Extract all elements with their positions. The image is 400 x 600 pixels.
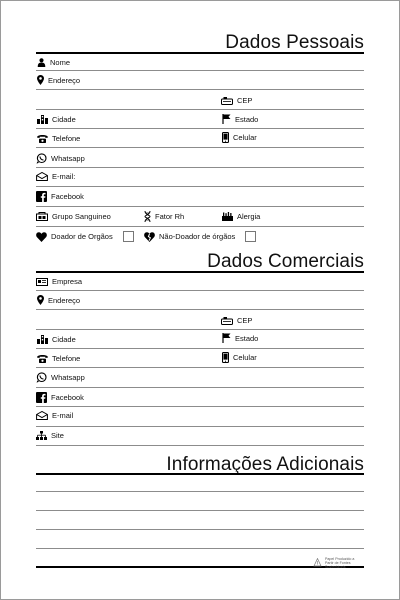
city-line <box>36 128 364 129</box>
flag-icon <box>222 333 231 343</box>
eco-paper-icon <box>313 558 322 568</box>
envelope-icon <box>36 411 48 420</box>
commercial-address-field[interactable] <box>37 295 80 305</box>
phone-label: Telefone <box>52 134 81 143</box>
sustainable-paper-note <box>313 557 363 569</box>
commercial-city-line <box>36 348 364 349</box>
facebook-label: Facebook <box>51 192 84 201</box>
personal-section-title: Dados Pessoais <box>225 32 364 53</box>
commercial-state-label: Estado <box>235 333 259 343</box>
blood-line <box>36 226 364 227</box>
broken-heart-icon <box>144 232 155 242</box>
commercial-address-label: Endereço <box>48 295 81 305</box>
personal-title-rule <box>36 52 364 54</box>
commercial-email-label: E-mail <box>52 411 74 420</box>
whatsapp-field[interactable] <box>36 153 85 164</box>
commercial-cep-field[interactable] <box>221 316 252 325</box>
city-icon <box>37 335 48 344</box>
non-donor-label: Não-Doador de órgãos <box>159 232 236 241</box>
commercial-email-field[interactable] <box>36 411 73 420</box>
organ-donor-checkbox[interactable] <box>123 231 134 242</box>
sustainable-paper-text: Papel Produzido a Partir de Fontes Sustentáveis <box>325 556 355 569</box>
city-field[interactable] <box>37 115 76 124</box>
email-line <box>36 186 364 187</box>
email-field[interactable] <box>36 172 75 181</box>
phone-icon <box>37 355 48 363</box>
additional-section-title: Informações Adicionais <box>166 454 364 475</box>
commercial-address-line <box>36 309 364 310</box>
facebook-icon <box>36 392 47 403</box>
commercial-facebook-label: Facebook <box>51 393 84 402</box>
state-field[interactable] <box>222 114 258 124</box>
facebook-icon <box>36 191 47 202</box>
organ-donor-label: Doador de Orgãos <box>51 232 113 241</box>
commercial-title-rule <box>36 271 364 273</box>
commercial-city-field[interactable] <box>37 335 76 344</box>
commercial-facebook-line <box>36 406 364 407</box>
commercial-state-field[interactable] <box>222 333 258 343</box>
rh-factor-field[interactable] <box>144 211 184 222</box>
facebook-line <box>36 206 364 207</box>
blood-group-label: Grupo Sanguineo <box>52 212 111 221</box>
non-donor-checkbox[interactable] <box>245 231 256 242</box>
mobile-phone-icon <box>222 132 229 143</box>
blood-group-icon <box>36 212 48 221</box>
location-pin-icon <box>37 75 44 85</box>
organ-donor-field <box>36 231 134 242</box>
rh-factor-label: Fator Rh <box>155 212 185 221</box>
city-icon <box>37 115 48 124</box>
address-line <box>36 89 364 90</box>
city-label: Cidade <box>52 115 76 124</box>
cep-field[interactable] <box>221 96 252 105</box>
name-label: Nome <box>50 58 71 67</box>
mobile-phone-icon <box>222 352 229 363</box>
commercial-email-line <box>36 426 364 427</box>
whatsapp-icon <box>36 153 47 164</box>
allergy-icon <box>222 212 233 221</box>
mobile-field[interactable] <box>222 132 257 143</box>
mailbox-icon <box>221 317 233 325</box>
site-label: Site <box>51 431 64 440</box>
notes-line-2[interactable] <box>36 510 364 511</box>
commercial-section-title: Dados Comerciais <box>207 251 364 272</box>
commercial-cep-line <box>36 329 364 330</box>
notes-line-3[interactable] <box>36 529 364 530</box>
additional-title-rule <box>36 473 364 475</box>
commercial-phone-line <box>36 367 364 368</box>
whatsapp-line <box>36 167 364 168</box>
commercial-whatsapp-label: Whatsapp <box>51 373 85 382</box>
address-label: Endereço <box>48 75 81 85</box>
heart-icon <box>36 232 47 242</box>
notes-line-1[interactable] <box>36 491 364 492</box>
phone-icon <box>37 135 48 143</box>
company-field[interactable] <box>36 277 82 286</box>
flag-icon <box>222 114 231 124</box>
whatsapp-label: Whatsapp <box>51 154 85 163</box>
email-label: E-mail: <box>52 172 76 181</box>
location-pin-icon <box>37 295 44 305</box>
commercial-mobile-field[interactable] <box>222 352 257 363</box>
commercial-phone-label: Telefone <box>52 354 81 363</box>
site-map-icon <box>36 431 47 440</box>
blood-group-field[interactable] <box>36 212 111 221</box>
mobile-label: Celular <box>233 133 257 142</box>
cep-label: CEP <box>237 96 253 105</box>
name-line <box>36 70 364 71</box>
phone-field[interactable] <box>37 134 80 143</box>
envelope-icon <box>36 172 48 181</box>
commercial-city-label: Cidade <box>52 335 76 344</box>
commercial-cep-label: CEP <box>237 316 253 325</box>
facebook-field[interactable] <box>36 191 84 202</box>
commercial-whatsapp-line <box>36 387 364 388</box>
commercial-whatsapp-field[interactable] <box>36 372 85 383</box>
company-card-icon <box>36 278 48 286</box>
mailbox-icon <box>221 97 233 105</box>
name-field[interactable] <box>37 58 70 67</box>
non-donor-field <box>144 231 256 242</box>
address-field[interactable] <box>37 75 80 85</box>
person-icon <box>37 58 46 67</box>
state-label: Estado <box>235 114 259 124</box>
notes-line-4[interactable] <box>36 548 364 549</box>
commercial-facebook-field[interactable] <box>36 392 84 403</box>
whatsapp-icon <box>36 372 47 383</box>
commercial-mobile-label: Celular <box>233 353 257 362</box>
phone-line <box>36 147 364 148</box>
company-label: Empresa <box>52 277 83 286</box>
allergy-field[interactable] <box>222 212 260 221</box>
dna-icon <box>144 211 151 222</box>
allergy-label: Alergia <box>237 212 261 221</box>
commercial-phone-field[interactable] <box>37 354 80 363</box>
site-field[interactable] <box>36 431 64 440</box>
company-line <box>36 290 364 291</box>
site-line <box>36 445 364 446</box>
cep-line <box>36 109 364 110</box>
